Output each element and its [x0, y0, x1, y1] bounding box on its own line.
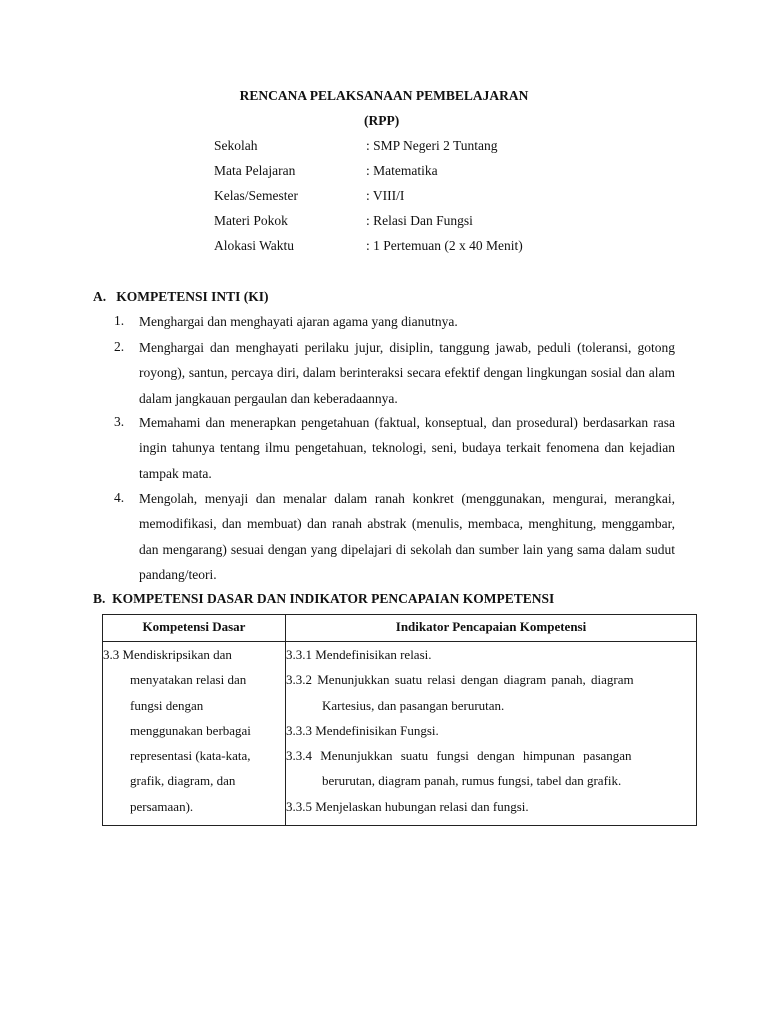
kd-line: fungsi dengan: [130, 697, 204, 713]
section-b-heading: B. KOMPETENSI DASAR DAN INDIKATOR PENCAPAIAN KOMPETENSI: [93, 591, 555, 606]
ki-item-4-text: Mengolah, menyaji dan menalar dalam ranah konkret (menggunakan, mengurai, merangkai, memodifikasi, dan membuat) dan ranah abstrak (menulis, membaca, menghitung, menggambar, dan mengarang) sesuai dengan yang dipelajari di sekolah dan sumber lain yang sama dalam sudut pandang/teori.: [139, 491, 675, 582]
ki-item-4-number: 4.: [114, 490, 125, 505]
indicator-3-3-4: 3.3.4 Menunjukkan suatu fungsi dengan himpunan pasangan: [286, 748, 632, 764]
indicator-3-3-5: 3.3.5 Menjelaskan hubungan relasi dan fungsi.: [286, 798, 529, 814]
indicator-3-3-2-cont: Kartesius, dan pasangan berurutan.: [322, 697, 505, 713]
meta-label-subject: Mata Pelajaran: [214, 163, 296, 178]
indicator-3-3-1: 3.3.1 Mendefinisikan relasi.: [286, 647, 432, 662]
table-header-row: [103, 615, 697, 642]
ki-item-1-text: Menghargai dan menghayati ajaran agama yang dianutnya.: [139, 314, 458, 329]
document-subtitle: (RPP): [364, 113, 400, 128]
kd-line: grafik, diagram, dan: [130, 773, 236, 789]
kd-line: persamaan).: [130, 798, 194, 814]
indicator-3-3-3: 3.3.3 Mendefinisikan Fungsi.: [286, 722, 439, 738]
section-a-heading: A. KOMPETENSI INTI (KI): [93, 289, 269, 304]
ki-item-2-number: 2.: [114, 339, 125, 354]
indicator-cell: [286, 642, 697, 826]
meta-label-topic: Materi Pokok: [214, 213, 288, 228]
meta-label-class: Kelas/Semester: [214, 188, 298, 203]
meta-label-time: Alokasi Waktu: [214, 238, 295, 253]
table-header-indicators: Indikator Pencapaian Kompetensi: [286, 615, 697, 642]
kd-cell: [103, 642, 286, 826]
meta-value-topic: : Relasi Dan Fungsi: [366, 213, 473, 228]
indicator-3-3-2: 3.3.2 Menunjukkan suatu relasi dengan diagram panah, diagram: [286, 672, 634, 688]
table-row: [103, 642, 697, 826]
indicator-3-3-4-cont: berurutan, diagram panah, rumus fungsi, tabel dan grafik.: [322, 773, 622, 789]
ki-item-2-text: Menghargai dan menghayati perilaku jujur, disiplin, tanggung jawab, peduli (toleransi, gotong royong), santun, percaya diri, dalam berinteraksi secara efektif dengan lingkungan sosial dan alam dalam jangkauan pergaulan dan keberadaannya.: [139, 340, 675, 406]
competency-table: [102, 614, 697, 826]
table-header-kd: Kompetensi Dasar: [103, 615, 286, 642]
meta-value-class: : VIII/I: [366, 188, 405, 203]
kd-line: 3.3 Mendiskripsikan dan: [103, 647, 232, 662]
ki-item-3-number: 3.: [114, 414, 125, 429]
meta-value-subject: : Matematika: [366, 163, 438, 178]
ki-item-3-text: Memahami dan menerapkan pengetahuan (faktual, konseptual, dan prosedural) berdasarkan rasa ingin tahunya tentang ilmu pengetahuan, teknologi, seni, budaya terkait fenomena dan kejadian tampak mata.: [139, 415, 675, 481]
meta-value-school: : SMP Negeri 2 Tuntang: [366, 138, 498, 153]
meta-value-time: : 1 Pertemuan (2 x 40 Menit): [366, 238, 523, 253]
document-title: RENCANA PELAKSANAAN PEMBELAJARAN: [239, 88, 529, 103]
kd-line: representasi (kata-kata,: [130, 748, 251, 764]
ki-item-1-number: 1.: [114, 313, 125, 328]
meta-label-school: Sekolah: [214, 138, 258, 153]
kd-line: menggunakan berbagai: [130, 722, 251, 738]
kd-line: menyatakan relasi dan: [130, 672, 247, 688]
